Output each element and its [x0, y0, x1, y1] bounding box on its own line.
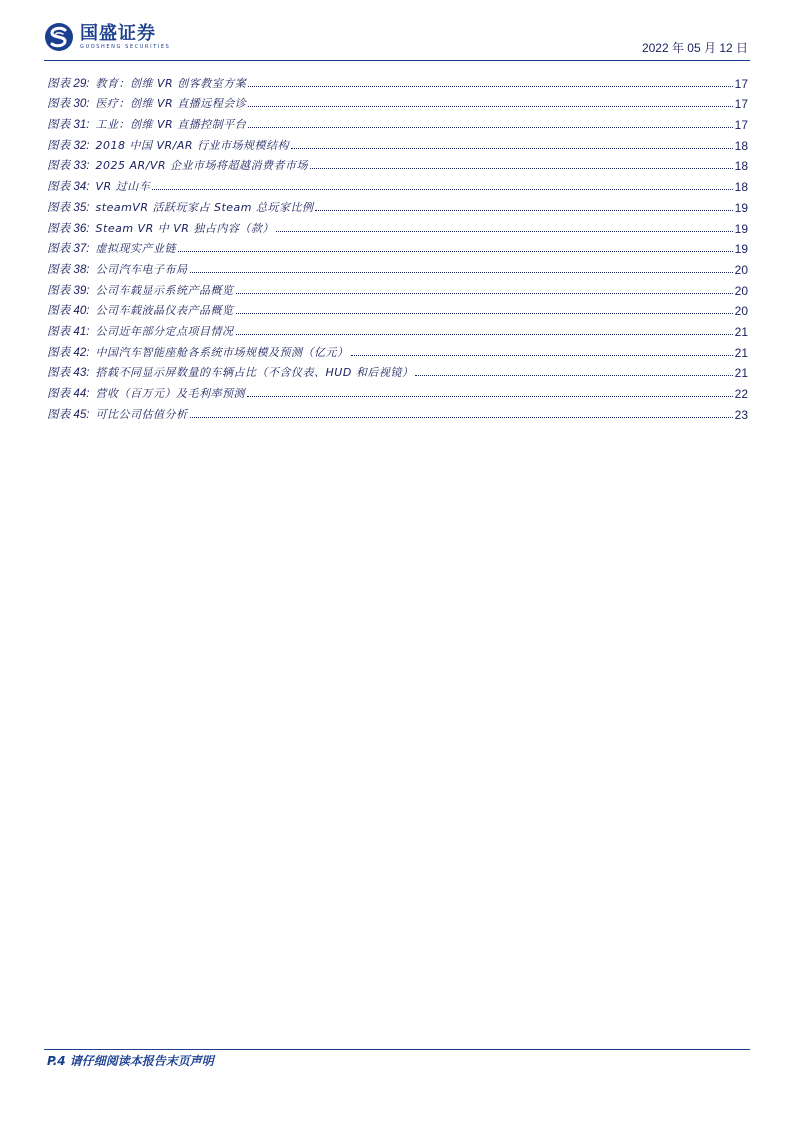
- toc-item-title: 2018 中国 VR/AR 行业市场规模结构: [95, 138, 290, 152]
- toc-item-title: 公司车载液晶仪表产品概览: [95, 304, 234, 318]
- toc-item-label: 图表 41:: [47, 324, 90, 338]
- toc-item-label: 图表 31:: [47, 118, 90, 132]
- logo-icon: [44, 22, 74, 52]
- dot-leader: [248, 126, 732, 128]
- dot-leader: [415, 374, 732, 376]
- dot-leader: [236, 312, 733, 314]
- toc-item-label: 图表 38:: [47, 262, 90, 276]
- dot-leader: [178, 250, 733, 252]
- dot-leader: [190, 416, 733, 418]
- dot-leader: [315, 209, 732, 211]
- logo-cn-text: 国盛证券: [80, 22, 156, 44]
- toc-item-page: 18: [734, 159, 748, 174]
- toc-item-label: 图表 35:: [47, 200, 90, 214]
- toc-item-label: 图表 34:: [47, 180, 90, 194]
- dot-leader: [351, 354, 733, 356]
- toc-item-label: 图表 37:: [47, 242, 90, 256]
- toc-item-title: Steam VR 中 VR 独占内容（款）: [95, 221, 274, 235]
- toc-item-label: 图表 45:: [47, 407, 90, 421]
- report-date: 2022 年 05 月 12 日: [641, 41, 748, 55]
- dot-leader: [190, 271, 733, 273]
- toc-item[interactable]: [47, 153, 748, 174]
- toc-item[interactable]: [47, 298, 748, 319]
- dot-leader: [310, 167, 733, 169]
- toc-item-title: 工业：创维 VR 直播控制平台: [95, 118, 247, 132]
- toc-item-label: 图表 29:: [47, 76, 90, 90]
- footer-divider: [44, 1049, 750, 1050]
- page-header: [44, 22, 750, 58]
- dot-leader: [276, 230, 733, 232]
- toc-item-label: 图表 32:: [47, 138, 90, 152]
- toc-item-page: 21: [734, 324, 748, 339]
- toc-item[interactable]: [47, 132, 748, 153]
- page-footer-disclaimer: P.4 请仔细阅读本报告末页声明: [47, 1054, 214, 1068]
- toc-item[interactable]: [47, 318, 748, 339]
- company-logo: [44, 22, 170, 52]
- toc-item-page: 22: [734, 387, 748, 401]
- dot-leader: [236, 292, 733, 294]
- toc-item-label: 图表 33:: [47, 159, 90, 173]
- toc-item-label: 图表 40:: [47, 304, 90, 318]
- toc-item-page: 20: [734, 262, 748, 277]
- toc-item-title: 医疗：创维 VR 直播远程会诊: [95, 97, 247, 111]
- toc-item[interactable]: [47, 339, 748, 360]
- toc-item-label: 图表 30:: [47, 97, 90, 111]
- toc-item[interactable]: [47, 277, 748, 298]
- toc-item-label: 图表 39:: [47, 283, 90, 297]
- toc-item-page: 19: [734, 242, 748, 257]
- toc-item[interactable]: [47, 236, 748, 257]
- dot-leader: [247, 395, 733, 397]
- toc-item-page: 18: [734, 138, 748, 153]
- dot-leader: [236, 333, 733, 335]
- toc-item-page: 17: [734, 118, 748, 133]
- toc-item-page: 21: [734, 366, 748, 381]
- toc-item-page: 20: [734, 304, 748, 319]
- toc-item-title: VR 过山车: [95, 180, 151, 194]
- toc-item[interactable]: [47, 360, 748, 381]
- toc-item-label: 图表 36:: [47, 221, 90, 235]
- figure-index-list: [47, 70, 748, 422]
- logo-en-text: GUOSHENG SECURITIES: [80, 43, 171, 50]
- toc-item-title: 公司汽车电子布局: [95, 262, 188, 276]
- toc-item[interactable]: [47, 401, 748, 422]
- toc-item-title: 2025 AR/VR 企业市场将超越消费者市场: [95, 159, 309, 173]
- toc-item-title: 公司车载显示系统产品概览: [95, 283, 234, 297]
- toc-item-page: 18: [734, 180, 748, 195]
- toc-item-label: 图表 42:: [47, 345, 90, 359]
- toc-item-page: 23: [734, 407, 748, 422]
- toc-item-label: 图表 44:: [47, 387, 90, 400]
- toc-item-page: 17: [734, 76, 748, 91]
- toc-item[interactable]: [47, 215, 748, 236]
- toc-item[interactable]: [47, 380, 748, 401]
- toc-item-title: 教育：创维 VR 创客教室方案: [95, 76, 247, 90]
- toc-item-title: 中国汽车智能座舱各系统市场规模及预测（亿元）: [95, 345, 349, 359]
- dot-leader: [248, 105, 732, 107]
- toc-item-page: 19: [734, 200, 748, 215]
- toc-item-page: 19: [734, 221, 748, 236]
- toc-item[interactable]: [47, 256, 748, 277]
- toc-item-label: 图表 43:: [47, 366, 90, 380]
- toc-item[interactable]: [47, 70, 748, 91]
- toc-item-title: 公司近年部分定点项目情况: [95, 324, 234, 338]
- toc-item[interactable]: [47, 91, 748, 112]
- dot-leader: [152, 188, 732, 190]
- toc-item-title: 虚拟现实产业链: [95, 242, 177, 256]
- toc-item-title: 可比公司估值分析: [95, 407, 188, 421]
- dot-leader: [291, 147, 733, 149]
- toc-item-page: 20: [734, 283, 748, 298]
- header-divider: [44, 60, 750, 61]
- toc-item[interactable]: [47, 194, 748, 215]
- dot-leader: [248, 85, 732, 87]
- toc-item-page: 17: [734, 97, 748, 112]
- toc-item[interactable]: [47, 111, 748, 132]
- toc-item-title: 搭载不同显示屏数量的车辆占比（不含仪表、HUD 和后视镜）: [95, 366, 414, 380]
- toc-item-title: steamVR 活跃玩家占 Steam 总玩家比例: [95, 200, 314, 214]
- toc-item-title: 营收（百万元）及毛利率预测: [95, 387, 246, 400]
- toc-item[interactable]: [47, 173, 748, 194]
- toc-item-page: 21: [734, 345, 748, 360]
